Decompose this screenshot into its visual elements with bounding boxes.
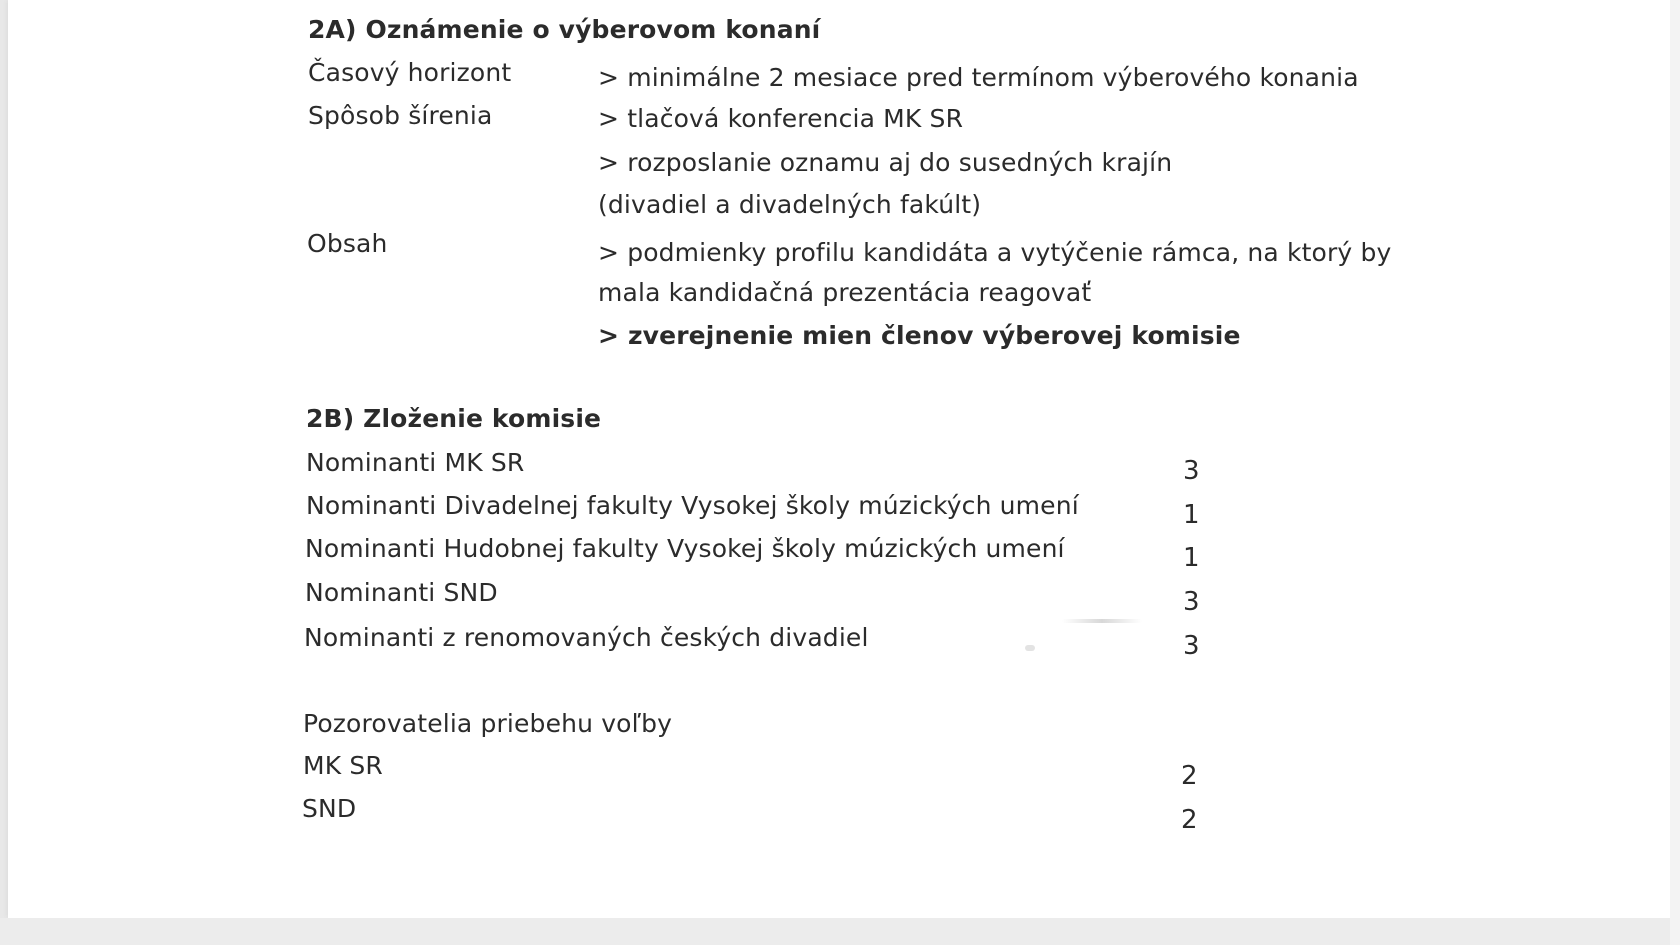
member-count: 3 [1183,587,1200,617]
section-2a-heading: 2A) Oznámenie o výberovom konaní [308,15,821,44]
member-count: 1 [1183,543,1200,573]
member-label: Nominanti Hudobnej fakulty Vysokej školy múzických umení [305,534,1065,563]
member-count: 3 [1183,631,1200,661]
right-page-edge [1670,0,1680,945]
observer-label: MK SR [303,751,383,780]
member-label: Nominanti MK SR [306,448,525,477]
observers-heading: Pozorovatelia priebehu voľby [303,709,673,738]
value-sposob-sirenia-3: (divadiel a divadelných fakúlt) [598,190,982,219]
bottom-strip [0,918,1680,945]
value-casovy-horizont: > minimálne 2 mesiace pred termínom výberového konania [598,63,1359,92]
scan-smudge [1062,619,1142,623]
scan-smudge [1025,645,1035,651]
value-obsah-3: > zverejnenie mien členov výberovej komisie [598,321,1241,350]
value-sposob-sirenia-2: > rozposlanie oznamu aj do susedných krajín [598,148,1173,177]
observer-count: 2 [1181,805,1198,835]
observer-label: SND [302,794,357,823]
value-obsah-1: > podmienky profilu kandidáta a vytýčenie rámca, na ktorý by [598,238,1392,267]
observer-count: 2 [1181,761,1198,791]
member-count: 3 [1183,456,1200,486]
member-label: Nominanti SND [305,578,498,607]
scanned-page [8,0,1670,918]
member-label: Nominanti z renomovaných českých divadiel [304,623,869,652]
label-obsah: Obsah [307,229,388,258]
member-label: Nominanti Divadelnej fakulty Vysokej školy múzických umení [306,491,1079,520]
label-casovy-horizont: Časový horizont [308,58,512,87]
member-count: 1 [1183,500,1200,530]
section-2b-heading: 2B) Zloženie komisie [306,404,602,433]
value-sposob-sirenia-1: > tlačová konferencia MK SR [598,104,964,133]
label-sposob-sirenia: Spôsob šírenia [308,101,493,130]
value-obsah-2: mala kandidačná prezentácia reagovať [598,278,1092,307]
